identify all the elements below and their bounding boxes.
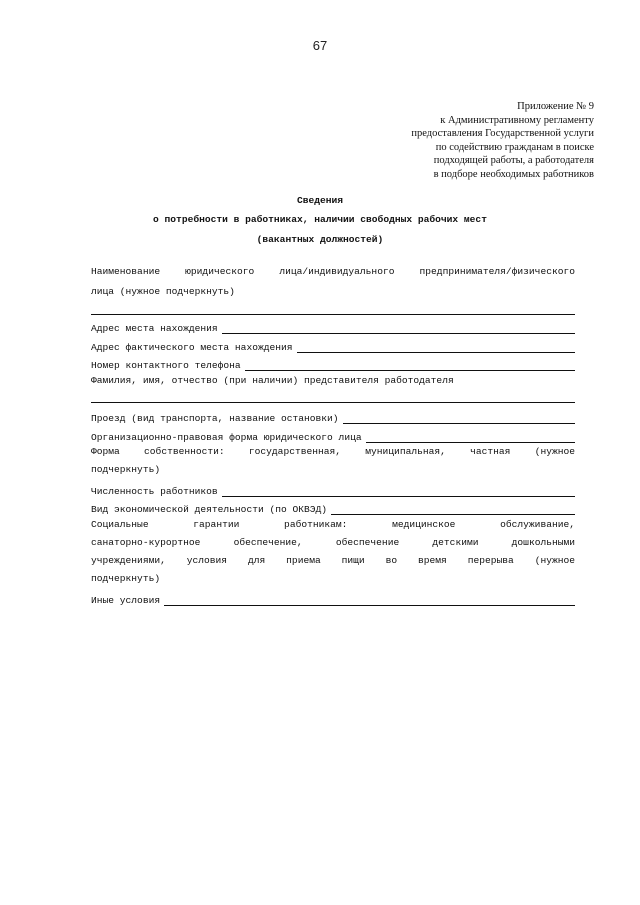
appendix-line: по содействию гражданам в поиске xyxy=(435,141,594,153)
other-conditions-label: Иные условия xyxy=(91,595,161,606)
legal-form-row xyxy=(91,428,575,443)
address-row xyxy=(91,319,575,334)
employees-label: Численность работников xyxy=(91,486,218,497)
transport-label: Проезд (вид транспорта, название остановки) xyxy=(91,413,339,424)
name-label-line2: лица (нужное подчеркнуть) xyxy=(91,286,235,297)
phone-field[interactable] xyxy=(245,360,575,371)
page-number: 67 xyxy=(312,38,328,53)
social-guarantees-line1: Социальные гарантии работникам: медицинское обслуживание, xyxy=(91,519,575,530)
representative-field[interactable] xyxy=(91,402,575,403)
other-conditions-row xyxy=(91,591,575,606)
name-label-line1: Наименование юридического лица/индивидуального предпринимателя/физического xyxy=(91,266,575,277)
ownership-label-line1: Форма собственности: государственная, муниципальная, частная (нужное xyxy=(91,446,575,457)
phone-row xyxy=(91,356,575,371)
address-label: Адрес места нахождения xyxy=(91,323,218,334)
representative-label: Фамилия, имя, отчество (при наличии) представителя работодателя xyxy=(91,375,454,386)
transport-row xyxy=(91,409,575,424)
okved-label: Вид экономической деятельности (по ОКВЭД) xyxy=(91,504,328,515)
other-conditions-field[interactable] xyxy=(164,595,575,606)
social-guarantees-line2: санаторно-курортное обеспечение, обеспечение детскими дошкольными xyxy=(91,537,575,548)
address-field[interactable] xyxy=(222,323,575,334)
appendix-line: к Административному регламенту xyxy=(440,114,594,126)
phone-label: Номер контактного телефона xyxy=(91,360,241,371)
actual-address-label: Адрес фактического места нахождения xyxy=(91,342,293,353)
employees-field[interactable] xyxy=(222,486,575,497)
appendix-line: Приложение № 9 xyxy=(517,101,594,112)
document-subtitle: о потребности в работниках, наличии свободных рабочих мест xyxy=(153,214,487,225)
actual-address-row xyxy=(91,338,575,353)
document-title: Сведения xyxy=(296,195,344,206)
ownership-label-line2: подчеркнуть) xyxy=(91,464,161,475)
social-guarantees-line4: подчеркнуть) xyxy=(91,573,161,584)
okved-row xyxy=(91,500,575,515)
legal-form-field[interactable] xyxy=(366,432,575,443)
actual-address-field[interactable] xyxy=(297,342,575,353)
legal-form-label: Организационно-правовая форма юридического лица xyxy=(91,432,362,443)
appendix-line: в подборе необходимых работников xyxy=(433,168,594,180)
social-guarantees-line3: учреждениями, условия для приема пищи во время перерыва (нужное xyxy=(91,555,575,566)
appendix-line: предоставления Государственной услуги xyxy=(411,128,594,139)
appendix-note xyxy=(334,100,594,181)
name-field[interactable] xyxy=(91,314,575,315)
transport-field[interactable] xyxy=(343,413,575,424)
employees-row xyxy=(91,482,575,497)
appendix-line: подходящей работы, а работодателя xyxy=(433,155,594,166)
document-subtitle-continued: (вакантных должностей) xyxy=(256,234,384,245)
okved-field[interactable] xyxy=(331,504,575,515)
